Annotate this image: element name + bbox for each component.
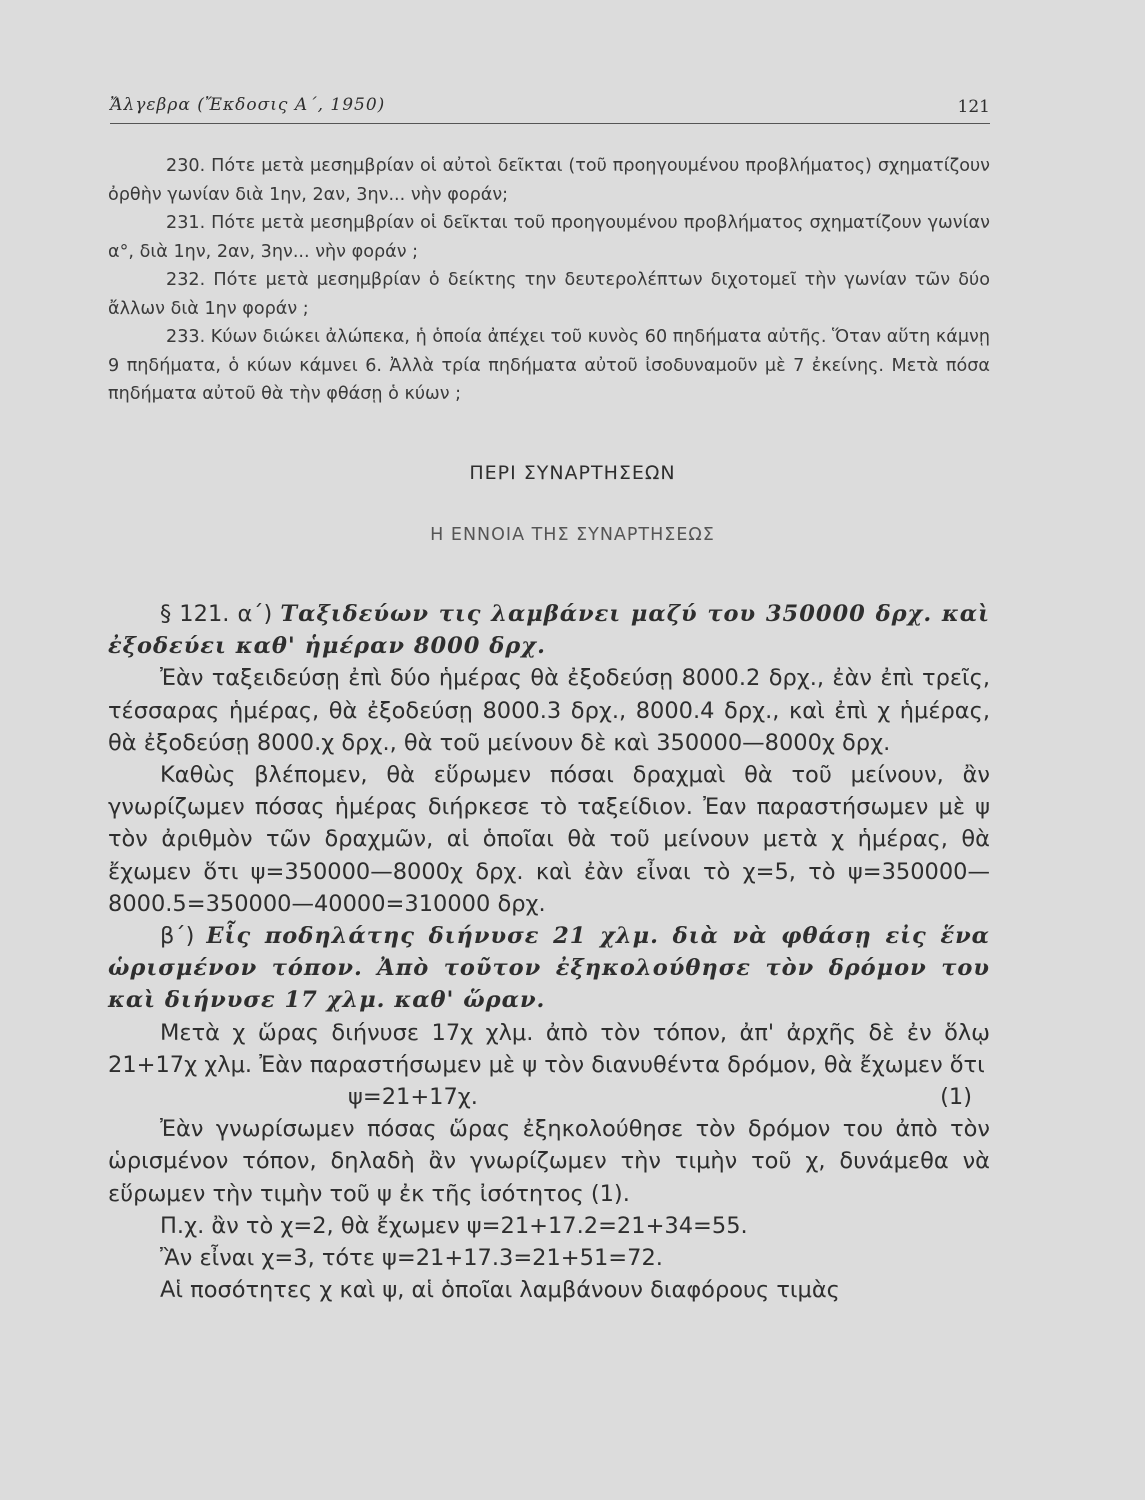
exercise-232: 232. Πότε μετὰ μεσημβρίαν ὁ δείκτης την δευτερολέπτων διχοτομεῖ τὴν γωνίαν τῶν δύο ἄλλων διὰ 1ην φοράν ;: [108, 270, 990, 319]
equation-number: (1): [940, 1084, 972, 1111]
header-title: Ἄλγεβρα (Ἔκδοσις Α΄, 1950): [110, 95, 386, 115]
example-line: Ἂν εἶναι χ=3, τότε ψ=21+17.3=21+51=72.: [160, 1245, 663, 1272]
running-header: [110, 95, 990, 124]
exercise-233: 233. Κύων διώκει ἀλώπεκα, ἡ ὁποία ἀπέχει τοῦ κυνὸς 60 πηδήματα αὐτῆς. Ὅταν αὕτη κάμνῃ 9 πηδήματα, ὁ κύων κάμνει 6. Ἀλλὰ τρία πηδήματα αὐτοῦ ἰσοδυναμοῦν μὲ 7 ἐκείνης. Μετὰ πόσα πηδήματα αὐτοῦ θὰ τὴν φθάσῃ ὁ κύων ;: [108, 327, 990, 404]
exercise-230: 230. Πότε μετὰ μεσημβρίαν οἱ αὐτοὶ δεῖκται (τοῦ προηγουμένου προβλήματος) σχηματίζουν ὀρθὴν γωνίαν διὰ 1ην, 2αν, 3ην... νὴν φοράν;: [108, 156, 990, 205]
problem-statement: Εἷς ποδηλάτης διήνυσε 21 χλμ. διὰ νὰ φθάσῃ εἰς ἕνα ὡρισμένον τόπον. Ἀπὸ τοῦτον ἐξηκολούθησε τὸν δρόμον του καὶ διήνυσε 17 χλμ. καθ' ὥραν.: [108, 923, 991, 1014]
paragraph-121b: [108, 920, 990, 1017]
body-paragraph: Μετὰ χ ὥρας διήνυσε 17χ χλμ. ἀπὸ τὸν τόπον, ἀπ' ἀρχῆς δὲ ἐν ὅλῳ 21+17χ χλμ. Ἐὰν παραστήσωμεν μὲ ψ τὸν διανυθέντα δρόμον, θὰ ἔχωμεν ὅτι: [108, 1019, 990, 1078]
equation-line: [108, 1081, 990, 1113]
body-paragraph: Ἐὰν ταξειδεύσῃ ἐπὶ δύο ἡμέρας θὰ ἐξοδεύσῃ 8000.2 δρχ., ἐὰν ἐπὶ τρεῖς, τέσσαρας ἡμέρας, θὰ ἐξοδεύσῃ 8000.3 δρχ., 8000.4 δρχ., καὶ ἐπὶ χ ἡμέρας, θὰ ἐξοδεύσῃ 8000.χ δρχ., θὰ τοῦ μείνουν δὲ καὶ 350000—8000χ δρχ.: [108, 665, 990, 756]
body-paragraph: Ἐὰν γνωρίσωμεν πόσας ὥρας ἐξηκολούθησε τὸν δρόμον του ἀπὸ τὸν ὡρισμένον τόπον, δηλαδὴ ἂν γνωρίζωμεν τὴν τιμὴν τοῦ χ, δυνάμεθα νὰ εὕρωμεν τὴν τιμὴν τοῦ ψ ἐκ τῆς ἰσότητος (1).: [108, 1116, 990, 1207]
section-title: ΠΕΡΙ ΣΥΝΑΡΤΗΣΕΩΝ: [469, 462, 676, 484]
paragraph-label: § 121. α΄): [160, 601, 273, 627]
main-text: [108, 598, 990, 1306]
paragraph-label: β΄): [160, 923, 195, 950]
paragraph-121a: [108, 598, 990, 662]
section-subtitle: Η ΕΝΝΟΙΑ ΤΗΣ ΣΥΝΑΡΤΗΣΕΩΣ: [430, 525, 715, 545]
page-number: 121: [957, 97, 990, 117]
problem-statement: Ταξιδεύων τις λαμβάνει μαζύ του 350000 δρχ. καὶ ἐξοδεύει καθ' ἡμέραν 8000 δρχ.: [108, 601, 990, 660]
body-paragraph: Αἱ ποσότητες χ καὶ ψ, αἱ ὁποῖαι λαμβάνουν διαφόρους τιμὰς: [160, 1277, 840, 1304]
body-paragraph: Καθὼς βλέπομεν, θὰ εὕρωμεν πόσαι δραχμαὶ θὰ τοῦ μείνουν, ἂν γνωρίζωμεν πόσας ἡμέρας διήρκεσε τὸ ταξείδιον. Ἐαν παραστήσωμεν μὲ ψ τὸν ἀριθμὸν τῶν δραχμῶν, αἱ ὁποῖαι θὰ τοῦ μείνουν μετὰ χ ἡμέρας, θὰ ἔχωμεν ὅτι ψ=350000—8000χ δρχ. καὶ ἐὰν εἶναι τὸ χ=5, τὸ ψ=350000—8000.5=350000—40000=310000 δρχ.: [108, 762, 990, 917]
exercise-231: 231. Πότε μετὰ μεσημβρίαν οἱ δεῖκται τοῦ προηγουμένου προβλήματος σχηματίζουν γωνίαν α°, διὰ 1ην, 2αν, 3ην... νὴν φοράν ;: [108, 213, 990, 262]
exercise-list: [108, 152, 990, 409]
example-line: Π.χ. ἂν τὸ χ=2, θὰ ἔχωμεν ψ=21+17.2=21+34=55.: [160, 1212, 748, 1239]
equation: ψ=21+17χ.: [348, 1084, 478, 1111]
